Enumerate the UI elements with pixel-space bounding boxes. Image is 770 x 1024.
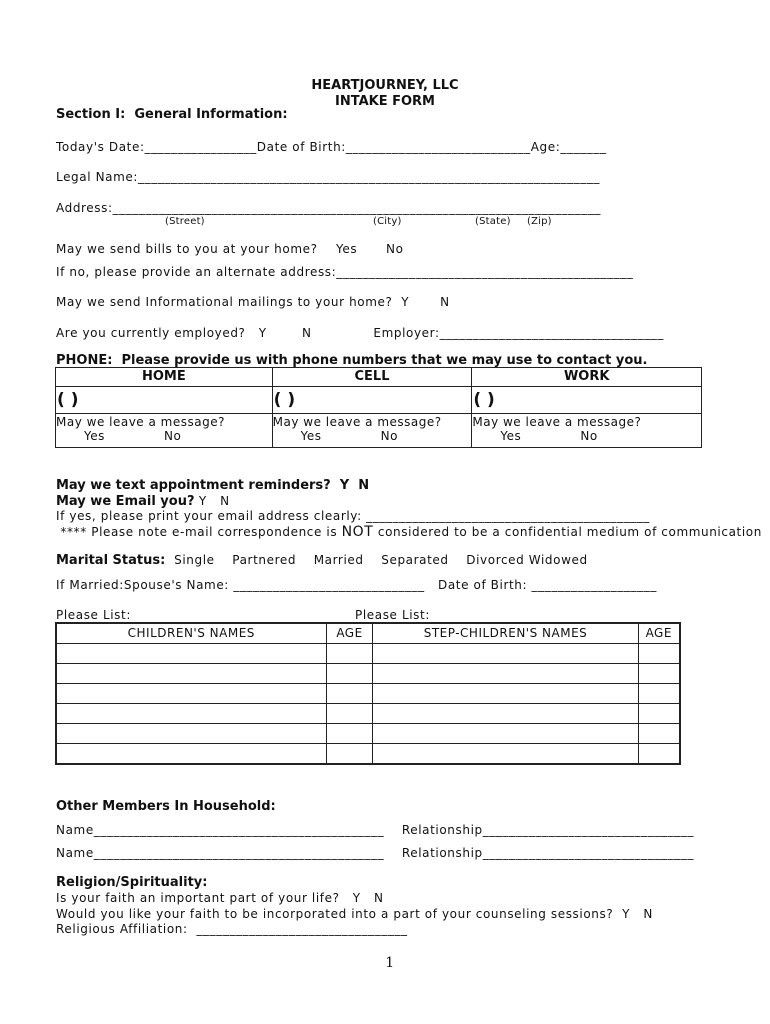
marital-status-line: [56, 553, 588, 568]
address-field[interactable]: Address:__________________________________________________________________________: [56, 201, 602, 215]
step-child-name-cell[interactable]: [373, 684, 638, 704]
religion-title: Religion/Spirituality:: [56, 875, 208, 890]
work-message-no[interactable]: No: [580, 429, 598, 443]
cell-phone-field[interactable]: ( ): [272, 387, 472, 414]
step-child-age-cell[interactable]: [638, 744, 680, 765]
email-confidentiality-note: [56, 524, 762, 540]
step-child-name-cell[interactable]: [373, 704, 638, 724]
text-reminders-question[interactable]: May we text appointment reminders? Y N: [56, 478, 370, 493]
table-row: [56, 664, 680, 684]
work-message-yes[interactable]: Yes: [500, 429, 522, 443]
home-message-question: May we leave a message?: [56, 415, 225, 429]
page-number: 1: [385, 955, 395, 971]
email-note-not: NOT: [341, 524, 374, 540]
address-city-label: (City): [373, 216, 402, 227]
step-child-age-cell[interactable]: [638, 684, 680, 704]
household-title: Other Members In Household:: [56, 799, 276, 814]
form-title: INTAKE FORM: [335, 94, 435, 109]
alternate-address-field[interactable]: If no, please provide an alternate address:_____________________________________________: [56, 265, 634, 279]
table-row: [56, 724, 680, 744]
marital-status-label: Marital Status:: [56, 553, 166, 568]
child-name-cell[interactable]: [56, 664, 326, 684]
phone-home-header: HOME: [56, 368, 273, 387]
household-member-2[interactable]: Name____________________________________________ Relationship________________________________: [56, 846, 694, 860]
work-message-question: May we leave a message?: [472, 415, 642, 429]
child-name-cell[interactable]: [56, 704, 326, 724]
email-question-line: [56, 494, 230, 509]
children-names-header: CHILDREN'S NAMES: [56, 623, 326, 644]
work-phone-field[interactable]: ( ): [472, 387, 702, 414]
household-member-1[interactable]: Name____________________________________________ Relationship________________________________: [56, 823, 694, 837]
address-zip-label: (Zip): [527, 216, 552, 227]
child-age-cell[interactable]: [326, 704, 373, 724]
cell-message-cell: [272, 414, 472, 448]
date-dob-age-field[interactable]: Today's Date:_________________Date of Birth:____________________________Age:_______: [56, 140, 607, 154]
cell-message-no[interactable]: No: [380, 429, 398, 443]
child-name-cell[interactable]: [56, 724, 326, 744]
home-message-cell: [56, 414, 273, 448]
step-child-age-cell[interactable]: [638, 644, 680, 664]
employment-question[interactable]: Are you currently employed? Y N Employer:__________________________________: [56, 326, 664, 340]
home-message-no[interactable]: No: [164, 429, 182, 443]
email-yn-options[interactable]: Y N: [194, 494, 230, 508]
email-address-field[interactable]: If yes, please print your email address clearly: ___________________________________________: [56, 509, 650, 523]
step-child-name-cell[interactable]: [373, 744, 638, 765]
address-state-label: (State): [475, 216, 511, 227]
step-child-name-cell[interactable]: [373, 724, 638, 744]
bills-yes-option[interactable]: Yes: [336, 242, 358, 256]
table-row: [56, 744, 680, 765]
company-name: HEARTJOURNEY, LLC: [311, 78, 459, 93]
child-age-cell[interactable]: [326, 664, 373, 684]
phone-cell-header: CELL: [272, 368, 472, 387]
address-street-label: (Street): [165, 216, 205, 227]
children-age-header: AGE: [326, 623, 373, 644]
phone-heading: PHONE: Please provide us with phone numbers that we may use to contact you.: [56, 353, 648, 368]
faith-counseling-question[interactable]: Would you like your faith to be incorporated into a part of your counseling sessions? Y N: [56, 907, 653, 921]
step-child-name-cell[interactable]: [373, 644, 638, 664]
email-question: May we Email you?: [56, 494, 195, 509]
work-message-cell: [472, 414, 702, 448]
children-please-list: Please List:: [56, 608, 131, 622]
home-phone-field[interactable]: ( ): [56, 387, 273, 414]
phone-table: [55, 367, 702, 448]
bills-no-option[interactable]: No: [386, 242, 404, 256]
table-row: [56, 704, 680, 724]
cell-message-question: May we leave a message?: [272, 415, 442, 429]
step-child-age-cell[interactable]: [638, 664, 680, 684]
cell-message-yes[interactable]: Yes: [300, 429, 322, 443]
home-message-yes[interactable]: Yes: [84, 429, 105, 443]
bills-question: May we send bills to you at your home?: [56, 242, 318, 256]
table-row: [56, 644, 680, 664]
step-children-age-header: AGE: [638, 623, 680, 644]
child-age-cell[interactable]: [326, 744, 373, 765]
marital-status-options[interactable]: Single Partnered Married Separated Divorced Widowed: [165, 553, 588, 567]
mailings-question[interactable]: May we send Informational mailings to your home? Y N: [56, 295, 450, 309]
step-child-age-cell[interactable]: [638, 704, 680, 724]
child-age-cell[interactable]: [326, 724, 373, 744]
child-name-cell[interactable]: [56, 644, 326, 664]
step-child-age-cell[interactable]: [638, 724, 680, 744]
section-title: Section I: General Information:: [56, 107, 288, 122]
phone-work-header: WORK: [472, 368, 702, 387]
child-name-cell[interactable]: [56, 684, 326, 704]
legal-name-field[interactable]: Legal Name:______________________________________________________________________: [56, 170, 601, 184]
child-name-cell[interactable]: [56, 744, 326, 765]
spouse-field[interactable]: If Married:Spouse's Name: _____________________________ Date of Birth: ___________________: [56, 578, 657, 592]
step-children-names-header: STEP-CHILDREN'S NAMES: [373, 623, 638, 644]
child-age-cell[interactable]: [326, 644, 373, 664]
email-note-part-a: **** Please note e-mail correspondence is: [56, 525, 342, 539]
email-note-part-b: considered to be a confidential medium of communication: [373, 525, 762, 539]
child-age-cell[interactable]: [326, 684, 373, 704]
step-child-name-cell[interactable]: [373, 664, 638, 684]
religious-affiliation-field[interactable]: Religious Affiliation: ________________________________: [56, 922, 408, 936]
children-table: [55, 622, 681, 765]
table-row: [56, 684, 680, 704]
faith-important-question[interactable]: Is your faith an important part of your life? Y N: [56, 891, 384, 905]
step-children-please-list: Please List:: [355, 608, 430, 622]
